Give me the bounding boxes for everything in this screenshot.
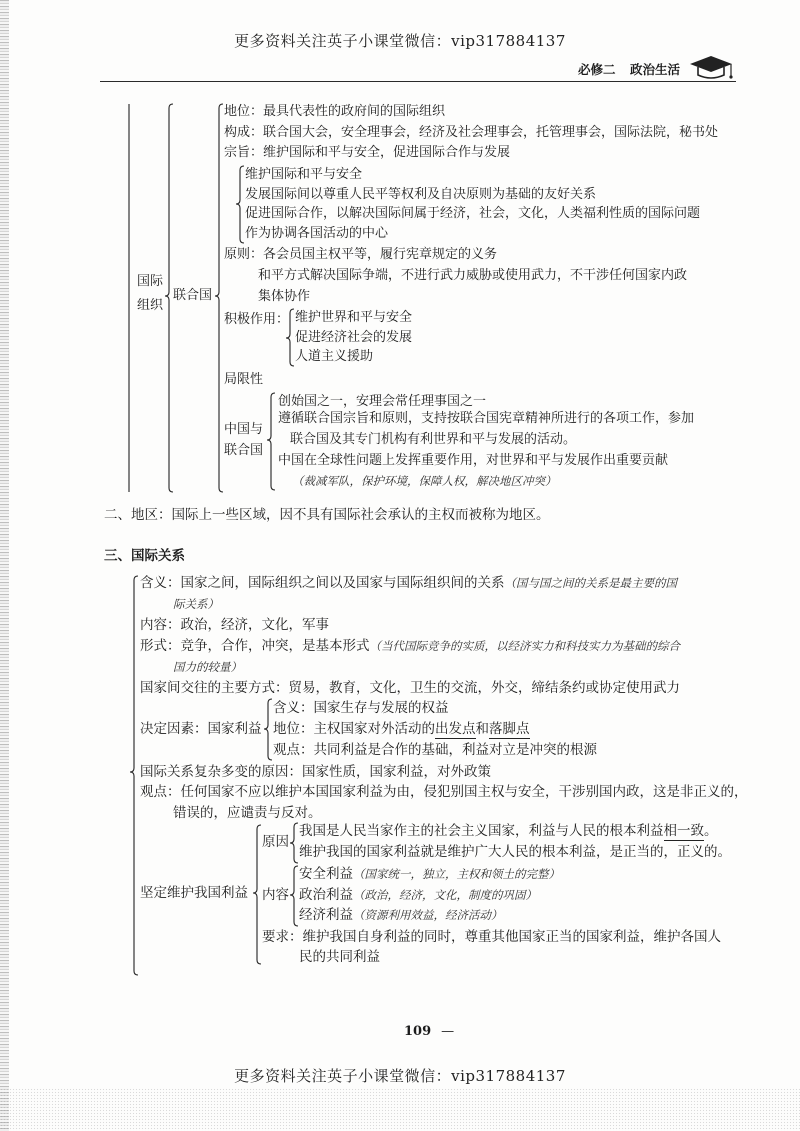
brace-china-and-un [267,393,275,490]
interest-item-name: 政治利益 [299,887,353,903]
un-purpose: 宗旨：维护国际和平与安全，促进国际合作与发展 [224,145,511,160]
brace-national-interest [264,699,272,760]
relations-viewpoint: 观点：任何国家不应以维护本国国家利益为由，侵犯别国主权与安全，干涉别国内政，这是非正义的， [140,784,748,800]
relations-form-note: （当代国际竞争的实质，以经济实力和科技实力为基础的综合 [369,639,680,653]
header-rule [100,81,736,82]
interest-item-name: 经济利益 [299,907,353,923]
label-international-org-line1: 国际 [137,274,164,289]
reason-item: 维护我国的国家利益就是维护广大人民的根本利益，是正当的，正义的。 [299,844,731,860]
relations-decisive-label: 决定因素：国家利益 [140,721,262,737]
national-interest-meaning: 含义：国家生存与发展的权益 [273,700,449,716]
brace-interest-content [290,866,298,926]
relations-content: 内容：政治，经济，文化，军事 [140,617,329,633]
reason-item-text: 我国是人民当家作主的社会主义国家，利益与人民的根本利益 [299,823,664,839]
interest-item-economic [299,907,503,923]
page-number [404,1024,454,1040]
reason-label: 原因 [262,834,289,850]
relations-meaning-note-cont: 际关系） [173,597,219,611]
un-purpose-item: 发展国际间以尊重人民平等权利及自决原则为基础的友好关系 [245,187,597,202]
end-point-underlined: 落脚点 [489,721,530,737]
brace-united-nations [215,104,223,492]
watermark-bottom: 更多资料关注英子小课堂微信：vip317884137 [234,1067,566,1085]
region-definition: 二、地区：国际上一些区域，因不具有国际社会承认的主权而被称为地区。 [104,507,550,523]
un-composition: 构成：联合国大会，安全理事会，经济及社会理事会，托管理事会，国际法院，秘书处 [224,125,719,140]
relations-meaning-note: （国与国之间的关系是最主要的国 [504,576,677,590]
brace-reason [290,823,298,863]
requirement-cont: 民的共同利益 [299,949,380,965]
header-subject: 政治生活 [630,62,681,77]
relations-form-text: 形式：竞争，合作，冲突，是基本形式 [140,638,370,654]
scan-noise-bottom [0,1088,800,1131]
un-role-label: 积极作用： [224,312,290,327]
relations-form [140,638,680,654]
interest-item-name: 安全利益 [299,866,353,882]
label-china-un-line1: 中国与 [224,422,264,437]
un-role-item: 人道主义援助 [295,349,374,364]
un-principle-item: 集体协作 [258,289,311,304]
page-number-dash: — [441,1024,455,1039]
china-un-item: 联合国及其专门机构有利世界和平与发展的活动。 [290,432,577,447]
un-purpose-item: 促进国际合作，以解决国际间属于经济，社会，文化，人类福利性质的国际问题 [245,206,701,221]
graduation-cap-icon [688,54,734,82]
interest-item-note: （资源利用效益，经济活动） [353,908,503,922]
un-principle-item: 和平方式解决国际争端，不进行武力威胁或使用武力，不干涉任何国家内政 [258,268,688,283]
interest-content-label: 内容 [262,887,289,903]
reason-item [299,823,718,839]
watermark-top: 更多资料关注英子小课堂微信：vip317884137 [234,32,566,50]
interest-item-note: （政治，经济，文化，制度的巩固） [353,888,537,902]
un-purpose-item: 维护国际和平与安全 [245,167,363,182]
national-interest-view: 观点：共同利益是合作的基础，利益对立是冲突的根源 [273,742,597,758]
firm-interest-label: 坚定维护我国利益 [140,885,248,901]
national-interest-status-and: 和 [475,721,489,737]
interest-item-political [299,887,537,903]
china-un-item: 中国在全球性问题上发挥重要作用，对世界和平与发展作出重要贡献 [278,453,669,468]
un-principle: 原则：各会员国主权平等，履行宪章规定的义务 [224,247,498,262]
starting-point-underlined: 出发点 [435,721,476,737]
china-un-note: （裁减军队，保护环境，保障人权，解决地区冲突） [292,474,557,488]
interest-item-note: （国家统一，独立，主权和领土的完整） [353,867,560,881]
national-interest-status-text: 地位：主权国家对外活动的 [273,721,435,737]
brace-international-relations [130,576,138,975]
un-purpose-item: 作为协调各国活动的中心 [245,226,389,241]
label-international-org-line2: 组织 [137,298,164,313]
un-role-item: 促进经济社会的发展 [295,330,413,345]
section-heading-international-relations: 三、国际关系 [104,548,185,564]
relations-exchange: 国家间交往的主要方式：贸易，教育，文化，卫生的交流，外交，缔结条约或协定使用武力 [140,680,680,696]
brace-international-organization [165,104,173,492]
header-book: 必修二 [578,62,616,77]
relations-form-note-cont: 国力的较量） [173,660,242,674]
brace-firm-national-interest [253,825,261,964]
scan-edge-left [0,0,9,1131]
consistent-underlined: 相一致 [663,823,704,839]
label-united-nations: 联合国 [173,288,213,303]
china-un-item: 遵循联合国宗旨和原则，支持按联合国宪章精神所进行的各项工作，参加 [278,411,695,426]
china-un-item: 创始国之一，安理会常任理事国之一 [278,394,487,409]
un-status: 地位：最具代表性的政府间的国际组织 [224,104,446,119]
un-role-item: 维护世界和平与安全 [295,310,413,325]
un-limitation: 局限性 [224,372,264,387]
requirement: 要求：维护我国自身利益的同时，尊重其他国家正当的国家利益，维护各国人 [262,929,721,945]
national-interest-status [273,721,530,737]
interest-item-security [299,866,560,882]
brace-un-purpose [236,166,244,243]
page-number-value: 109 [404,1024,432,1039]
relations-complexity: 国际关系复杂多变的原因：国家性质，国家利益，对外政策 [140,764,491,780]
relations-meaning-text: 含义：国家之间，国际组织之间以及国家与国际组织间的关系 [140,575,505,591]
label-china-un-line2: 联合国 [224,443,264,458]
relations-meaning [140,575,677,591]
reason-item-end: 。 [704,823,718,839]
relations-viewpoint-cont: 错误的，应谴责与反对。 [173,805,322,821]
